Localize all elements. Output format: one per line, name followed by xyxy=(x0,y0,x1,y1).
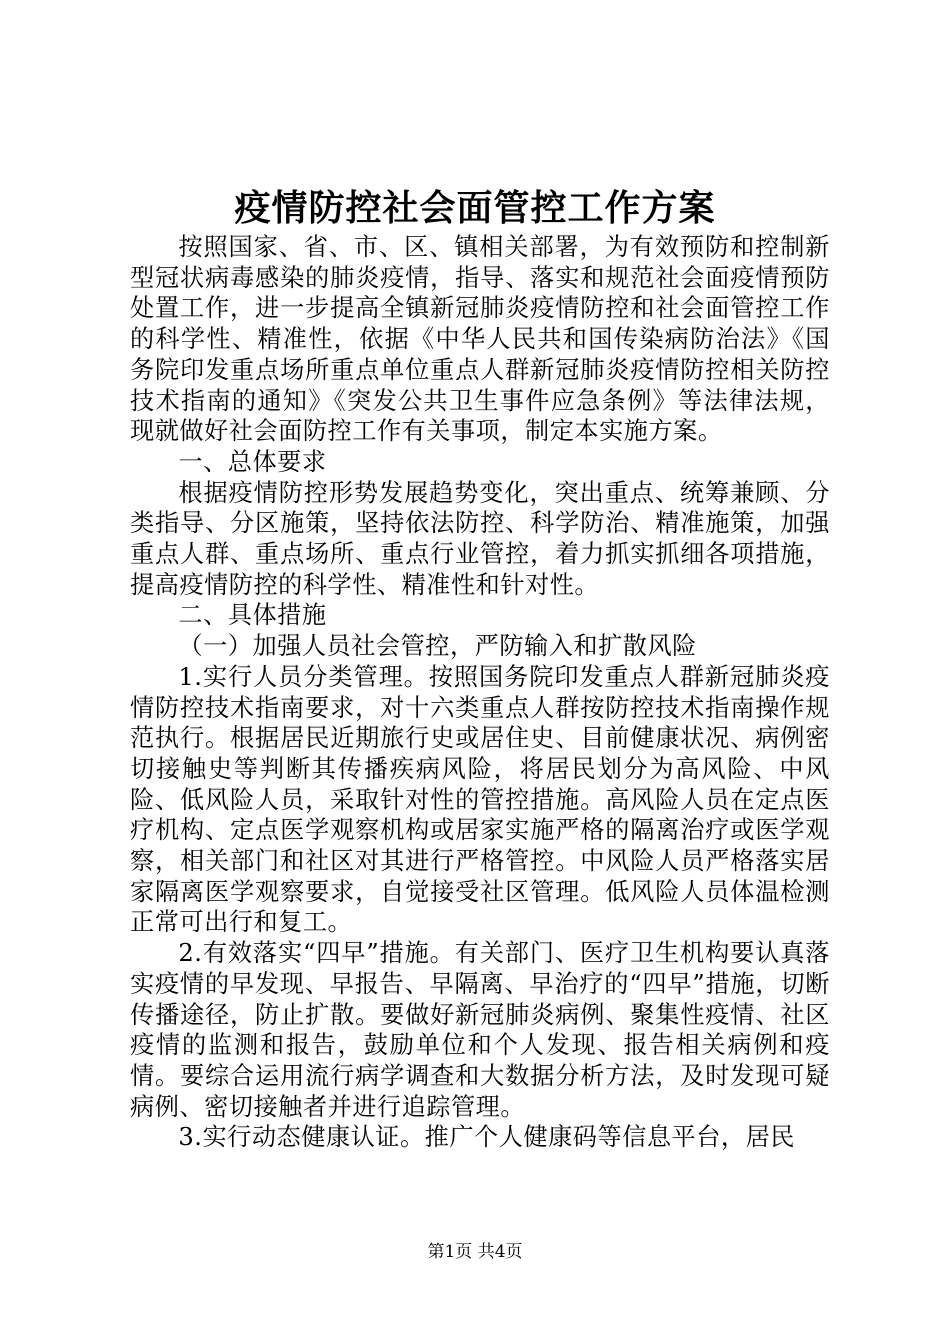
section-heading-general-requirements: 一、总体要求 xyxy=(178,447,327,476)
measure-paragraph-3: 3.实行动态健康认证。推广个人健康码等信息平台，居民 xyxy=(178,1123,795,1152)
document-title: 疫情防控社会面管控工作方案 xyxy=(234,187,716,229)
document-body xyxy=(130,232,830,1153)
page-number-footer: 第1页 共4页 xyxy=(427,1242,523,1262)
measure-paragraph-1: 1.实行人员分类管理。按照国务院印发重点人群新冠肺炎疫情防控技术指南要求，对十六类重点人群按防控技术指南操作规范执行。根据居民近期旅行史或居住史、目前健康状况、病例密切接触史等判断其传播疾病风险，将居民划分为高风险、中风险、低风险人员，采取针对性的管控措施。高风险人员在定点医疗机构、定点医学观察机构或居家实施严格的隔离治疗或医学观察，相关部门和社区对其进行严格管控。中风险人员严格落实居家隔离医学观察要求，自觉接受社区管理。低风险人员体温检测正常可出行和复工。 xyxy=(130,662,830,937)
general-requirements-paragraph: 根据疫情防控形势发展趋势变化，突出重点、统筹兼顾、分类指导、分区施策，坚持依法防控、科学防治、精准施策，加强重点人群、重点场所、重点行业管控，着力抓实抓细各项措施，提高疫情防控的科学性、精准性和针对性。 xyxy=(130,478,830,599)
measure-paragraph-2: 2.有效落实“四早”措施。有关部门、医疗卫生机构要认真落实疫情的早发现、早报告、早隔离、早治疗的“四早”措施，切断传播途径，防止扩散。要做好新冠肺炎病例、聚集性疫情、社区疫情的监测和报告，鼓励单位和个人发现、报告相关病例和疫情。要综合运用流行病学调查和大数据分析方法，及时发现可疑病例、密切接触者并进行追踪管理。 xyxy=(130,939,830,1121)
subsection-heading-personnel-control: （一）加强人员社会管控，严防输入和扩散风险 xyxy=(178,632,697,661)
section-heading-specific-measures: 二、具体措施 xyxy=(178,601,327,630)
intro-paragraph: 按照国家、省、市、区、镇相关部署，为有效预防和控制新型冠状病毒感染的肺炎疫情，指导、落实和规范社会面疫情预防处置工作，进一步提高全镇新冠肺炎疫情防控和社会面管控工作的科学性、精准性，依据《中华人民共和国传染病防治法》《国务院印发重点场所重点单位重点人群新冠肺炎疫情防控相关防控技术指南的通知》《突发公共卫生事件应急条例》等法律法规，现就做好社会面防控工作有关事项，制定本实施方案。 xyxy=(130,233,830,446)
